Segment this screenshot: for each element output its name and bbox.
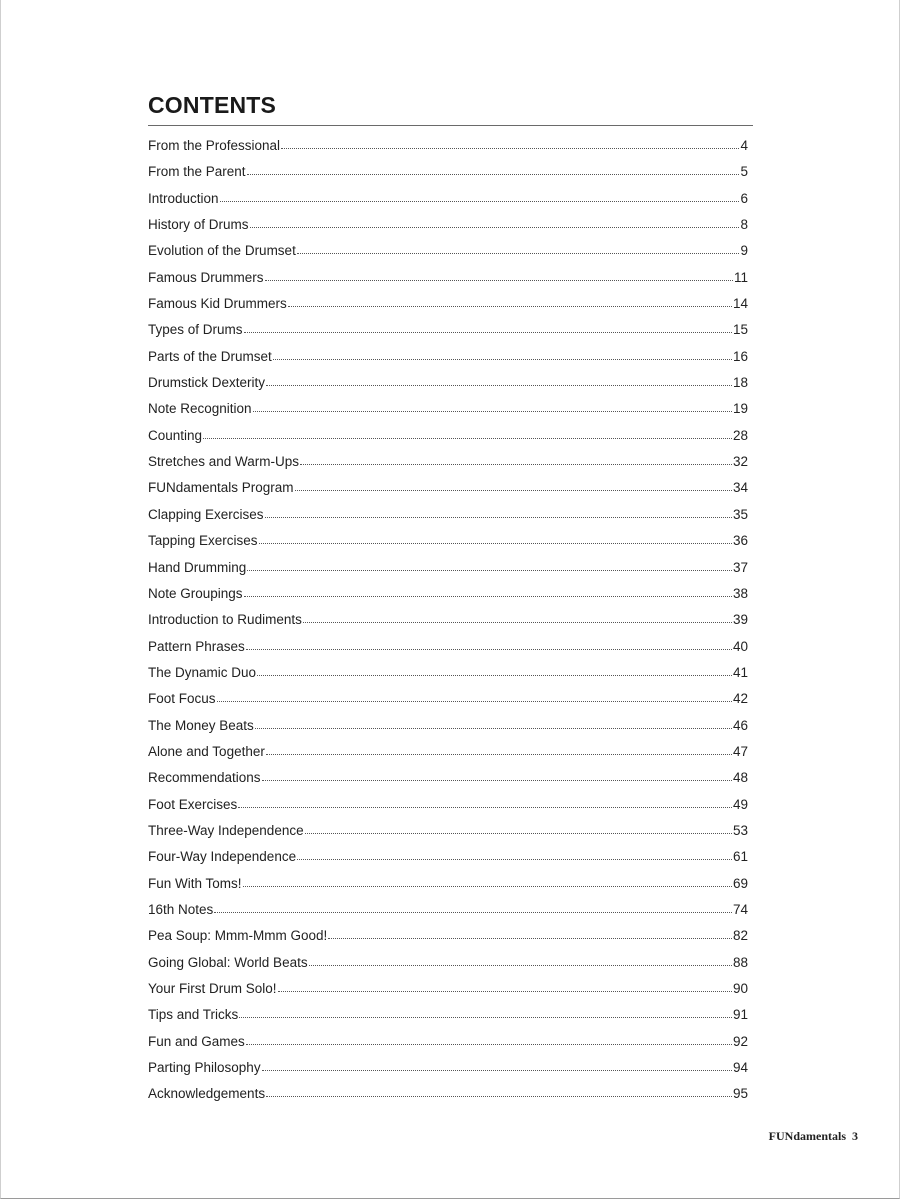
toc-entry[interactable] (148, 897, 748, 923)
footer-book-name: FUNdamentals (768, 1129, 846, 1143)
toc-leader-dots (273, 358, 732, 360)
toc-leader-dots (244, 331, 732, 333)
toc-entry-page-number: 32 (732, 454, 748, 470)
toc-entry[interactable] (148, 212, 748, 238)
toc-leader-dots (266, 1095, 732, 1097)
toc-entry-page-number: 34 (732, 480, 748, 496)
toc-entry[interactable] (148, 475, 748, 501)
toc-entry-title: Hand Drumming (148, 559, 247, 575)
toc-entry-title: Acknowledgements (148, 1086, 266, 1102)
toc-leader-dots (300, 463, 732, 465)
toc-entry-title: Evolution of the Drumset (148, 243, 296, 259)
toc-entry-page-number: 53 (732, 822, 748, 838)
toc-leader-dots (246, 648, 732, 650)
toc-entry[interactable] (148, 186, 748, 212)
toc-leader-dots (238, 806, 732, 808)
toc-leader-dots (281, 147, 739, 149)
toc-entry-page-number: 16 (732, 348, 748, 364)
toc-leader-dots (244, 595, 732, 597)
toc-entry-page-number: 42 (732, 691, 748, 707)
toc-entry-page-number: 40 (732, 638, 748, 654)
toc-entry-title: Three-Way Independence (148, 822, 304, 838)
toc-entry[interactable] (148, 502, 748, 528)
toc-leader-dots (259, 542, 732, 544)
toc-entry-title: Pea Soup: Mmm-Mmm Good! (148, 928, 328, 944)
toc-leader-dots (265, 516, 732, 518)
toc-entry-page-number: 41 (732, 664, 748, 680)
toc-entry-title: Your First Drum Solo! (148, 981, 277, 996)
toc-entry-title: Foot Exercises (148, 796, 238, 812)
toc-entry-page-number: 82 (732, 928, 748, 944)
toc-entry-page-number: 4 (740, 138, 748, 153)
page-footer (769, 1129, 858, 1144)
toc-entry[interactable] (148, 581, 748, 607)
toc-entry[interactable] (148, 159, 748, 185)
toc-entry-title: History of Drums (148, 217, 249, 233)
toc-entry-title: 16th Notes (148, 901, 214, 917)
toc-entry[interactable] (148, 133, 748, 159)
toc-entry[interactable] (148, 634, 748, 660)
toc-entry-title: Pattern Phrases (148, 638, 245, 654)
toc-leader-dots (309, 964, 732, 966)
toc-entry-page-number: 35 (732, 506, 748, 522)
toc-entry-title: Going Global: World Beats (148, 954, 308, 970)
toc-entry-title: Fun With Toms! (148, 875, 242, 891)
toc-entry-page-number: 95 (732, 1086, 748, 1102)
toc-entry-title: The Dynamic Duo (148, 664, 257, 680)
toc-entry-page-number: 47 (732, 743, 748, 759)
toc-entry-page-number: 90 (732, 981, 748, 996)
toc-entry-page-number: 28 (732, 427, 748, 443)
toc-entry-page-number: 19 (732, 401, 748, 417)
toc-entry-title: Introduction (148, 190, 219, 206)
toc-leader-dots (297, 252, 740, 254)
toc-entry-title: Famous Kid Drummers (148, 296, 287, 312)
toc-leader-dots (214, 911, 732, 913)
toc-leader-dots (265, 279, 733, 281)
toc-entry[interactable] (148, 686, 748, 712)
toc-entry[interactable] (148, 1002, 748, 1028)
toc-entry-page-number: 61 (732, 849, 748, 865)
toc-leader-dots (297, 858, 732, 860)
toc-entry-page-number: 11 (733, 269, 748, 285)
toc-entry-page-number: 14 (732, 296, 748, 312)
toc-entry[interactable] (148, 291, 748, 317)
toc-entry[interactable] (148, 950, 748, 976)
toc-entry-page-number: 94 (732, 1060, 748, 1076)
toc-leader-dots (288, 305, 732, 307)
toc-entry-page-number: 9 (740, 243, 748, 259)
toc-entry[interactable] (148, 317, 748, 343)
toc-entry[interactable] (148, 370, 748, 396)
footer-page-number: 3 (852, 1129, 858, 1143)
toc-leader-dots (239, 1016, 732, 1018)
toc-leader-dots (278, 990, 732, 992)
toc-entry[interactable] (148, 871, 748, 897)
toc-entry-page-number: 36 (732, 533, 748, 549)
toc-entry[interactable] (148, 1081, 748, 1107)
toc-entry-title: Introduction to Rudiments (148, 612, 302, 628)
toc-entry-page-number: 38 (732, 585, 748, 601)
toc-entry[interactable] (148, 976, 748, 1002)
toc-entry[interactable] (148, 844, 748, 870)
toc-entry-title: Note Recognition (148, 401, 252, 417)
toc-entry-title: Famous Drummers (148, 269, 264, 285)
toc-entry[interactable] (148, 423, 748, 449)
toc-entry-title: Types of Drums (148, 322, 243, 338)
toc-entry-page-number: 69 (732, 875, 748, 891)
toc-entry[interactable] (148, 607, 748, 633)
toc-leader-dots (257, 674, 732, 676)
toc-entry-title: Drumstick Dexterity (148, 375, 266, 391)
toc-entry-title: The Money Beats (148, 717, 254, 733)
toc-entry-page-number: 18 (732, 375, 748, 391)
toc-leader-dots (250, 226, 740, 228)
toc-entry-page-number: 91 (732, 1007, 748, 1023)
toc-entry-title: Parts of the Drumset (148, 348, 272, 364)
toc-entry[interactable] (148, 396, 748, 422)
toc-entry-title: Tips and Tricks (148, 1007, 239, 1023)
toc-entry[interactable] (148, 238, 748, 264)
toc-leader-dots (255, 727, 732, 729)
toc-leader-dots (243, 885, 732, 887)
toc-entry-title: Foot Focus (148, 691, 216, 707)
toc-entry[interactable] (148, 449, 748, 475)
toc-leader-dots (262, 779, 732, 781)
toc-entry-page-number: 92 (732, 1033, 748, 1049)
toc-entry[interactable] (148, 1029, 748, 1055)
toc-entry-title: From the Parent (148, 164, 246, 180)
toc-leader-dots (253, 410, 732, 412)
toc-entry-title: From the Professional (148, 138, 281, 153)
toc-entry[interactable] (148, 923, 748, 949)
toc-entry[interactable] (148, 265, 748, 291)
toc-entry-title: Recommendations (148, 770, 261, 786)
toc-entry-title: Note Groupings (148, 585, 243, 601)
toc-leader-dots (305, 832, 732, 834)
toc-entry[interactable] (148, 528, 748, 554)
toc-leader-dots (328, 937, 732, 939)
toc-entry[interactable] (148, 765, 748, 791)
toc-leader-dots (303, 621, 732, 623)
toc-leader-dots (220, 200, 740, 202)
toc-entry-title: Four-Way Independence (148, 849, 297, 865)
toc-leader-dots (247, 569, 732, 571)
toc-entry-title: Alone and Together (148, 743, 265, 759)
toc-entry-page-number: 15 (732, 322, 748, 338)
toc-entry-page-number: 8 (740, 217, 748, 233)
title-divider (148, 125, 753, 126)
toc-leader-dots (203, 437, 732, 439)
toc-entry-title: Clapping Exercises (148, 506, 264, 522)
toc-entry-page-number: 48 (732, 770, 748, 786)
toc-entry[interactable] (148, 713, 748, 739)
toc-leader-dots (295, 489, 732, 491)
toc-entry-title: FUNdamentals Program (148, 480, 294, 496)
toc-entry-page-number: 88 (732, 954, 748, 970)
toc-entry-page-number: 6 (740, 190, 748, 206)
toc-entry[interactable] (148, 792, 748, 818)
toc-entry[interactable] (148, 660, 748, 686)
toc-entry-page-number: 5 (740, 164, 748, 180)
toc-entry-page-number: 74 (732, 901, 748, 917)
toc-entry-title: Fun and Games (148, 1033, 245, 1049)
toc-leader-dots (246, 1043, 732, 1045)
toc-leader-dots (266, 753, 732, 755)
toc-entry-page-number: 37 (732, 559, 748, 575)
toc-entry-page-number: 39 (732, 612, 748, 628)
page-title: CONTENTS (148, 92, 277, 118)
table-of-contents (148, 133, 748, 1108)
toc-leader-dots (262, 1069, 732, 1071)
toc-entry-page-number: 49 (732, 796, 748, 812)
toc-entry[interactable] (148, 1055, 748, 1081)
toc-entry-page-number: 46 (732, 717, 748, 733)
toc-leader-dots (247, 173, 740, 175)
toc-entry[interactable] (148, 344, 748, 370)
toc-entry-title: Tapping Exercises (148, 533, 258, 549)
toc-entry-title: Stretches and Warm-Ups (148, 454, 300, 470)
toc-entry-title: Counting (148, 427, 203, 443)
toc-leader-dots (217, 700, 732, 702)
toc-entry[interactable] (148, 739, 748, 765)
toc-entry[interactable] (148, 818, 748, 844)
toc-entry-title: Parting Philosophy (148, 1060, 261, 1076)
toc-entry[interactable] (148, 555, 748, 581)
toc-leader-dots (266, 384, 732, 386)
